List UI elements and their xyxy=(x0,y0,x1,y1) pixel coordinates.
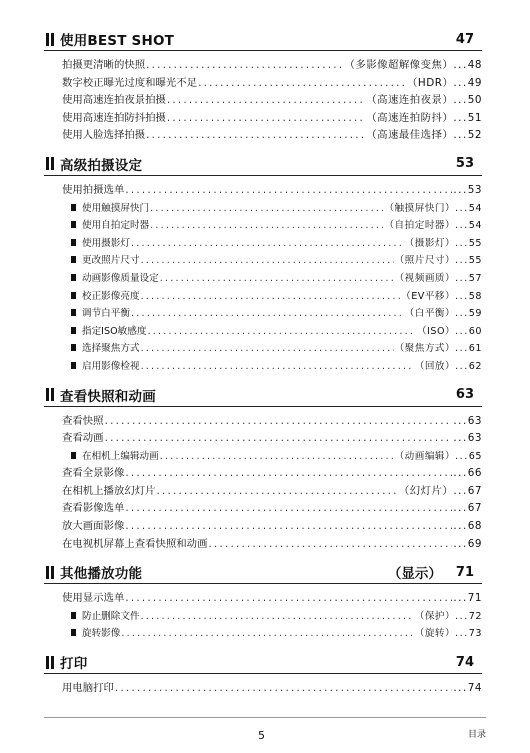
entry-page-number: ... 60 xyxy=(455,323,482,341)
entry-reference: （多影像超解像变焦） xyxy=(344,59,454,71)
dot-leader xyxy=(208,536,452,554)
section-entries xyxy=(44,57,482,145)
footer-divider xyxy=(44,717,486,718)
section-heading[interactable] xyxy=(44,561,482,584)
section-heading[interactable] xyxy=(44,28,482,51)
dot-leader xyxy=(141,608,414,626)
section-heading[interactable] xyxy=(44,651,482,674)
toc-entry[interactable] xyxy=(62,127,482,145)
entry-label: 查看影像选单 xyxy=(62,502,125,515)
entry-page-number: ... 62 xyxy=(455,358,482,376)
toc-entry[interactable] xyxy=(62,483,482,501)
toc-entry[interactable] xyxy=(62,430,482,448)
section-page-number: 74 xyxy=(455,654,474,670)
square-bullet-icon xyxy=(71,256,76,263)
square-bullet-icon xyxy=(71,274,76,281)
section-page-number: 71 xyxy=(455,564,474,580)
toc-section xyxy=(44,651,482,698)
square-bullet-icon xyxy=(71,204,76,211)
dot-leader xyxy=(167,110,365,128)
toc-section xyxy=(44,153,482,376)
entry-label: 旋转影像 xyxy=(82,628,121,640)
entry-page-number: ... 66 xyxy=(453,465,482,483)
toc-entry[interactable] xyxy=(62,518,482,536)
entry-label: 在相机上播放幻灯片 xyxy=(62,484,156,497)
entry-page-number: ... 51 xyxy=(453,110,482,128)
entry-page-number: ... 72 xyxy=(455,608,482,626)
section-heading[interactable] xyxy=(44,384,482,407)
entry-label: 在电视机屏幕上查看快照和动画 xyxy=(62,537,208,550)
table-of-contents xyxy=(44,28,482,706)
dot-leader xyxy=(125,182,452,200)
entry-reference: （触摸屏快门） xyxy=(384,202,456,214)
entry-label: 更改照片尺寸 xyxy=(82,255,140,267)
entry-reference: （聚焦方式） xyxy=(394,343,456,355)
section-marker-icon xyxy=(46,388,54,401)
dot-leader xyxy=(147,323,416,341)
entry-page-number: ... 65 xyxy=(455,448,482,466)
entry-label: 调节白平衡 xyxy=(82,308,130,320)
toc-subentry[interactable] xyxy=(62,252,482,270)
entry-label: 选择聚焦方式 xyxy=(82,343,140,355)
square-bullet-icon xyxy=(71,629,76,636)
entry-label: 查看快照 xyxy=(62,414,104,427)
section-entries xyxy=(44,590,482,643)
section-title: 查看快照和动画 xyxy=(60,388,156,405)
dot-leader xyxy=(105,413,453,431)
toc-subentry[interactable] xyxy=(62,625,482,643)
toc-entry[interactable] xyxy=(62,75,482,93)
entry-label: 启用影像检视 xyxy=(82,360,140,372)
dot-leader xyxy=(105,430,453,448)
dot-leader xyxy=(167,92,365,110)
entry-label: 使用高速连拍夜景拍摄 xyxy=(62,94,166,107)
entry-label: 拍摄更清晰的快照 xyxy=(62,59,146,71)
toc-subentry[interactable] xyxy=(62,340,482,358)
toc-subentry[interactable] xyxy=(62,200,482,218)
toc-section xyxy=(44,384,482,554)
dot-leader xyxy=(141,358,414,376)
dot-leader xyxy=(125,590,452,608)
dot-leader xyxy=(141,252,394,270)
section-page-number: 53 xyxy=(455,156,474,172)
toc-section xyxy=(44,28,482,145)
entry-label: 指定ISO敏感度 xyxy=(82,325,147,337)
entry-label: 用电脑打印 xyxy=(62,682,114,695)
toc-subentry[interactable] xyxy=(62,608,482,626)
toc-entry[interactable] xyxy=(62,500,482,518)
page-number: 5 xyxy=(258,729,265,742)
entry-page-number: ... 71 xyxy=(453,590,482,608)
dot-leader xyxy=(160,270,394,288)
entry-page-number: ... 74 xyxy=(453,680,482,698)
entry-label: 使用拍摄选单 xyxy=(62,183,125,196)
dot-leader xyxy=(160,448,394,466)
dot-leader xyxy=(125,500,452,518)
dot-leader xyxy=(131,235,404,253)
entry-reference: （回放） xyxy=(414,360,456,372)
toc-entry[interactable] xyxy=(62,182,482,200)
entry-page-number: ... 48 xyxy=(453,57,482,75)
section-title: 使用BEST SHOT xyxy=(60,33,175,49)
dot-leader xyxy=(131,305,404,323)
entry-label: 使用摄影灯 xyxy=(82,237,130,249)
toc-entry[interactable] xyxy=(62,110,482,128)
entry-reference: （高速连拍防抖） xyxy=(366,111,454,124)
entry-page-number: ... 54 xyxy=(455,217,482,235)
square-bullet-icon xyxy=(71,612,76,619)
dot-leader xyxy=(121,625,413,643)
section-page-number: 47 xyxy=(455,31,474,47)
dot-leader xyxy=(157,483,398,501)
entry-label: 在相机上编辑动画 xyxy=(82,450,159,462)
section-marker-icon xyxy=(46,157,54,170)
section-marker-icon xyxy=(46,33,54,46)
section-entries xyxy=(44,182,482,376)
entry-label: 放大画面影像 xyxy=(62,520,125,533)
entry-label: 动画影像质量设定 xyxy=(82,272,159,284)
square-bullet-icon xyxy=(71,309,76,316)
entry-reference: （HDR） xyxy=(407,76,454,89)
square-bullet-icon xyxy=(71,327,76,334)
entry-reference: （动画编辑） xyxy=(394,450,456,462)
toc-entry[interactable] xyxy=(62,57,482,75)
square-bullet-icon xyxy=(71,292,76,299)
toc-entry[interactable] xyxy=(62,590,482,608)
dot-leader xyxy=(150,200,383,218)
section-title: 打印 xyxy=(60,656,88,673)
dot-leader xyxy=(150,217,383,235)
entry-page-number: ... 55 xyxy=(455,235,482,253)
toc-subentry[interactable] xyxy=(62,323,482,341)
entry-page-number: ... 50 xyxy=(453,92,482,110)
dot-leader xyxy=(141,288,401,306)
toc-section xyxy=(44,561,482,643)
dot-leader xyxy=(125,518,452,536)
entry-page-number: ... 55 xyxy=(455,252,482,270)
dot-leader xyxy=(146,57,343,75)
entry-reference: （保护） xyxy=(414,610,456,622)
entry-label: 校正影像亮度 xyxy=(82,290,140,302)
toc-entry[interactable] xyxy=(62,536,482,554)
section-title: 高级拍摄设定 xyxy=(60,157,143,174)
toc-subentry[interactable] xyxy=(62,270,482,288)
entry-page-number: ... 73 xyxy=(455,625,482,643)
square-bullet-icon xyxy=(71,221,76,228)
entry-page-number: ... 58 xyxy=(455,288,482,306)
entry-page-number: ... 68 xyxy=(453,518,482,536)
toc-subentry[interactable] xyxy=(62,305,482,323)
section-entries xyxy=(44,680,482,698)
entry-label: 查看动画 xyxy=(62,432,104,445)
section-note: （显示） xyxy=(387,566,442,583)
footer-section-label: 目录 xyxy=(467,730,486,740)
entry-reference: （旋转） xyxy=(414,628,456,640)
entry-page-number: ... 52 xyxy=(453,127,482,145)
square-bullet-icon xyxy=(71,344,76,351)
toc-entry[interactable] xyxy=(62,465,482,483)
square-bullet-icon xyxy=(71,239,76,246)
entry-reference: （幻灯片） xyxy=(398,484,454,497)
entry-page-number: ... 67 xyxy=(453,500,482,518)
square-bullet-icon xyxy=(71,362,76,369)
dot-leader xyxy=(115,680,452,698)
dot-leader xyxy=(125,465,452,483)
entry-page-number: ... 49 xyxy=(453,75,482,93)
section-title: 其他播放功能 xyxy=(60,566,143,583)
toc-subentry[interactable] xyxy=(62,358,482,376)
square-bullet-icon xyxy=(71,452,76,459)
entry-page-number: ... 54 xyxy=(455,200,482,218)
dot-leader xyxy=(146,127,365,145)
toc-subentry[interactable] xyxy=(62,448,482,466)
toc-subentry[interactable] xyxy=(62,235,482,253)
entry-page-number: ... 63 xyxy=(453,413,482,431)
entry-reference: （视频画质） xyxy=(394,272,456,284)
entry-label: 使用高速连拍防抖拍摄 xyxy=(62,111,166,124)
toc-entry[interactable] xyxy=(62,413,482,431)
entry-label: 使用人脸选择拍摄 xyxy=(62,129,146,142)
section-marker-icon xyxy=(46,656,54,669)
entry-page-number: ... 63 xyxy=(453,430,482,448)
entry-page-number: ... 61 xyxy=(455,340,482,358)
entry-label: 查看全景影像 xyxy=(62,467,125,480)
entry-reference: （自拍定时器） xyxy=(384,220,456,232)
toc-entry[interactable] xyxy=(62,92,482,110)
entry-reference: （照片尺寸） xyxy=(394,255,456,267)
entry-label: 使用触摸屏快门 xyxy=(82,202,150,214)
dot-leader xyxy=(198,75,406,93)
entry-reference: （ISO） xyxy=(416,325,456,337)
toc-entry[interactable] xyxy=(62,680,482,698)
entry-label: 使用显示选单 xyxy=(62,592,125,605)
entry-page-number: ... 69 xyxy=(453,536,482,554)
section-heading[interactable] xyxy=(44,153,482,176)
entry-reference: （高速连拍夜景） xyxy=(366,94,454,107)
section-entries xyxy=(44,413,482,554)
dot-leader xyxy=(141,340,394,358)
section-page-number: 63 xyxy=(455,387,474,402)
entry-reference: （摄影灯） xyxy=(404,237,456,249)
entry-label: 使用自拍定时器 xyxy=(82,220,150,232)
entry-page-number: ... 53 xyxy=(453,182,482,200)
entry-page-number: ... 67 xyxy=(453,483,482,501)
entry-reference: （EV平移） xyxy=(401,290,456,302)
entry-page-number: ... 57 xyxy=(455,270,482,288)
entry-label: 防止删除文件 xyxy=(82,610,140,622)
entry-label: 数字校正曝光过度和曝光不足 xyxy=(62,76,198,89)
toc-subentry[interactable] xyxy=(62,217,482,235)
section-marker-icon xyxy=(46,566,54,579)
entry-reference: （白平衡） xyxy=(404,308,456,320)
toc-subentry[interactable] xyxy=(62,288,482,306)
entry-reference: （高速最佳选择） xyxy=(366,129,454,142)
entry-page-number: ... 59 xyxy=(455,305,482,323)
